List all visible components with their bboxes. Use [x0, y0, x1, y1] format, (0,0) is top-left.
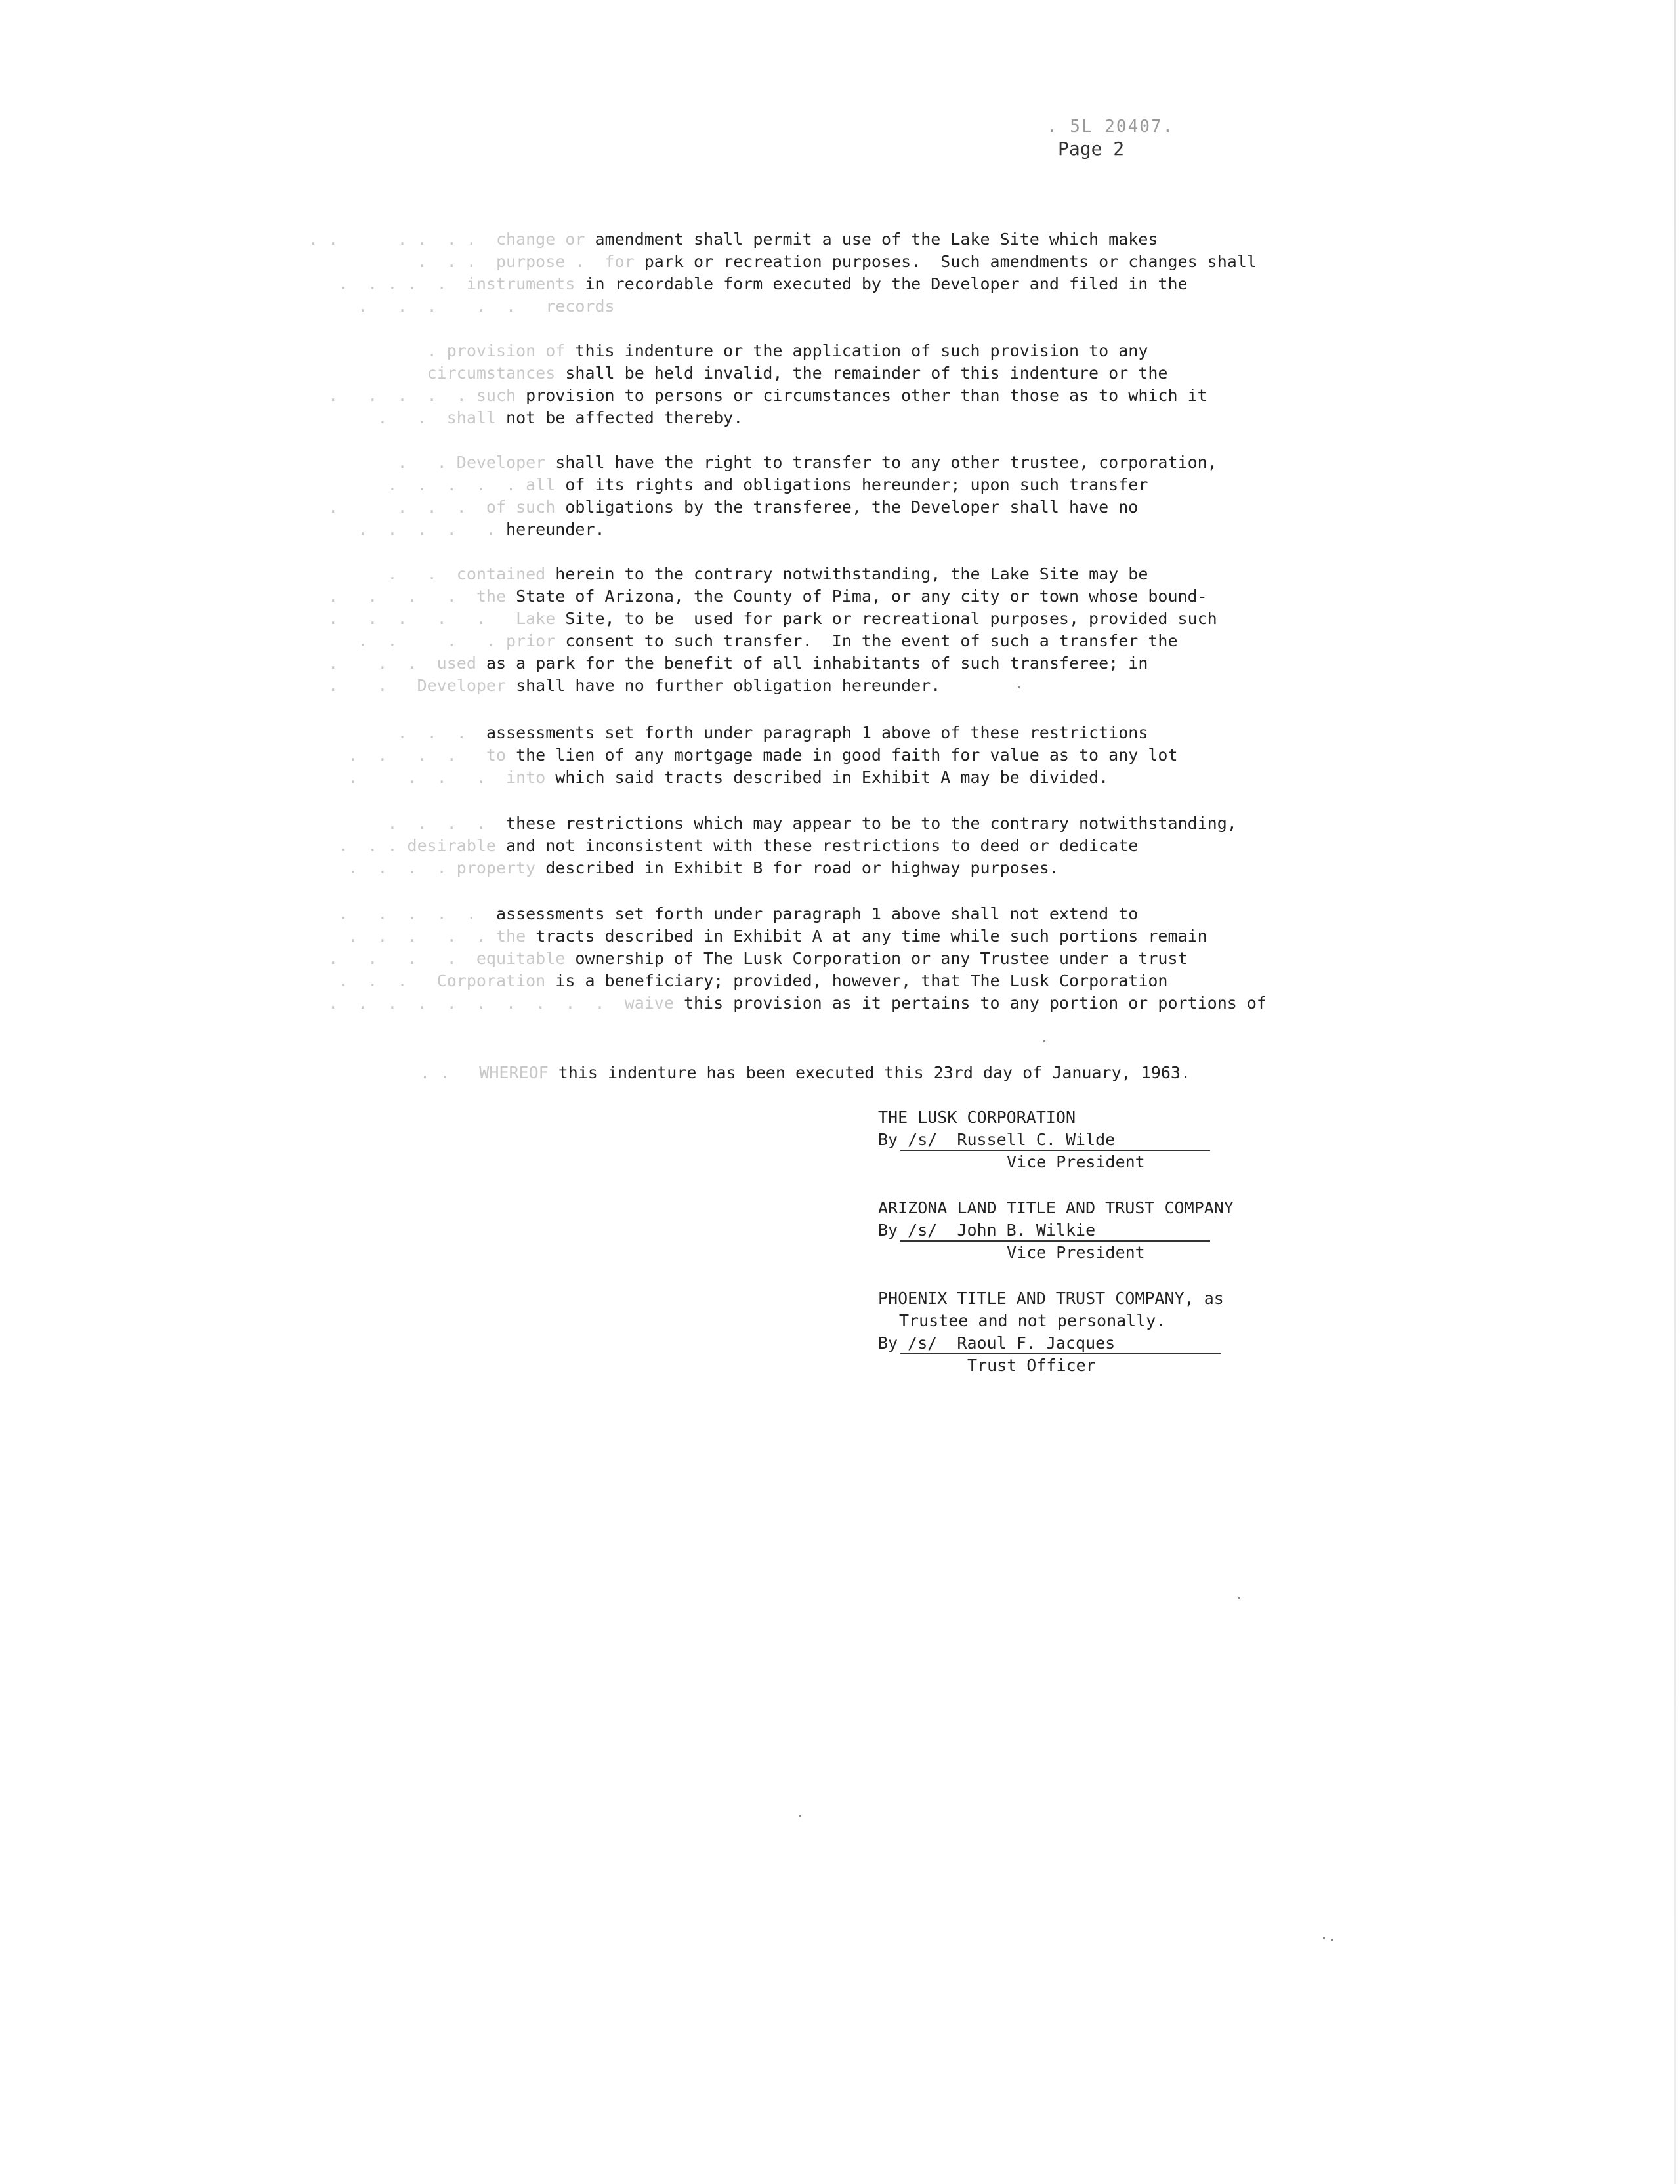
scan-speck: [799, 1815, 801, 1817]
text-line: . . . . equitable ownership of The Lusk Corporation or any Trustee under a trust: [308, 949, 1188, 968]
signer-name: /s/ John B. Wilkie: [908, 1221, 1096, 1240]
text-line: . . . . . instruments in recordable form executed by the Developer and filed in the: [308, 274, 1188, 293]
signatory-capacity: Trustee and not personally.: [899, 1311, 1166, 1330]
text-line: . . . . of such obligations by the transferee, the Developer shall have no: [308, 497, 1139, 516]
text-line: . . . . property described in Exhibit B for road or highway purposes.: [308, 858, 1059, 877]
text-line: . . . . . records: [308, 297, 615, 316]
text-line: . . . . . assessments set forth under paragraph 1 above shall not extend to: [308, 904, 1139, 923]
scan-edge-mark: [1674, 0, 1676, 2184]
text-line: . . . . . the tracts described in Exhibit A at any time while such portions remain: [308, 927, 1208, 946]
signatory-entity: ARIZONA LAND TITLE AND TRUST COMPANY: [878, 1198, 1234, 1217]
scan-speck: [1238, 1597, 1240, 1599]
text-line: . . . . . . . . . . waive this provision as it pertains to any portion or portions of: [308, 994, 1267, 1013]
signer-title: Vice President: [1007, 1152, 1145, 1171]
execution-statement: . . WHEREOF this indenture has been executed this 23rd day of January, 1963.: [420, 1063, 1190, 1082]
signatory-entity: PHOENIX TITLE AND TRUST COMPANY, as: [878, 1289, 1224, 1308]
signer-name: /s/ Russell C. Wilde: [908, 1130, 1116, 1149]
text-line: . . shall not be affected thereby.: [308, 408, 744, 427]
signature-line: By /s/ John B. Wilkie: [878, 1221, 1096, 1240]
text-line: . . . . into which said tracts described in Exhibit A may be divided.: [308, 768, 1109, 787]
scan-speck: [1018, 686, 1020, 688]
text-line: . . . Corporation is a beneficiary; provided, however, that The Lusk Corporation: [308, 971, 1168, 990]
text-line: . . . . . Lake Site, to be used for park or recreational purposes, provided such: [308, 609, 1217, 628]
text-line: . . . . these restrictions which may appear to be to the contrary notwithstanding,: [308, 814, 1237, 833]
text-line: . . . assessments set forth under paragraph 1 above of these restrictions: [308, 723, 1148, 742]
text-line: . . . used as a park for the benefit of all inhabitants of such transferee; in: [308, 654, 1148, 673]
text-line: . . . . . . change or amendment shall permit a use of the Lake Site which makes: [308, 230, 1158, 249]
text-line: . . Developer shall have no further obligation hereunder.: [308, 676, 941, 695]
page-number: Page 2: [1058, 138, 1125, 159]
signature-line: By /s/ Russell C. Wilde: [878, 1130, 1116, 1149]
signatory-entity: THE LUSK CORPORATION: [878, 1108, 1076, 1127]
text-line: . provision of this indenture or the application of such provision to any: [308, 341, 1148, 360]
text-line: . . . . to the lien of any mortgage made in good faith for value as to any lot: [308, 746, 1178, 765]
text-line: . . . . the State of Arizona, the County of Pima, or any city or town whose bound-: [308, 587, 1208, 606]
signer-title: Vice President: [1007, 1243, 1145, 1262]
text-line: . . Developer shall have the right to transfer to any other trustee, corporation,: [308, 453, 1217, 472]
text-line: . . . purpose . for park or recreation purposes. Such amendments or changes shall: [308, 252, 1257, 271]
scan-speck: [1323, 1937, 1325, 1939]
scan-speck: [1043, 1040, 1045, 1042]
scan-speck: [1331, 1939, 1333, 1941]
text-line: . . contained herein to the contrary notwithstanding, the Lake Site may be: [308, 564, 1148, 583]
text-line: . . . . . such provision to persons or circumstances other than those as to which it: [308, 386, 1208, 405]
text-line: . . . desirable and not inconsistent with these restrictions to deed or dedicate: [308, 836, 1139, 855]
text-line: . . . . . hereunder.: [308, 520, 605, 539]
signer-name: /s/ Raoul F. Jacques: [908, 1334, 1116, 1353]
signer-title: Trust Officer: [967, 1356, 1096, 1375]
text-line: . . . . prior consent to such transfer. In the event of such a transfer the: [308, 631, 1178, 650]
text-line: . . . . . all of its rights and obligations hereunder; upon such transfer: [308, 475, 1148, 494]
document-reference-number: . 5L 20407.: [1047, 117, 1175, 136]
text-line: circumstances shall be held invalid, the remainder of this indenture or the: [308, 364, 1168, 383]
signature-line: By /s/ Raoul F. Jacques: [878, 1334, 1116, 1353]
